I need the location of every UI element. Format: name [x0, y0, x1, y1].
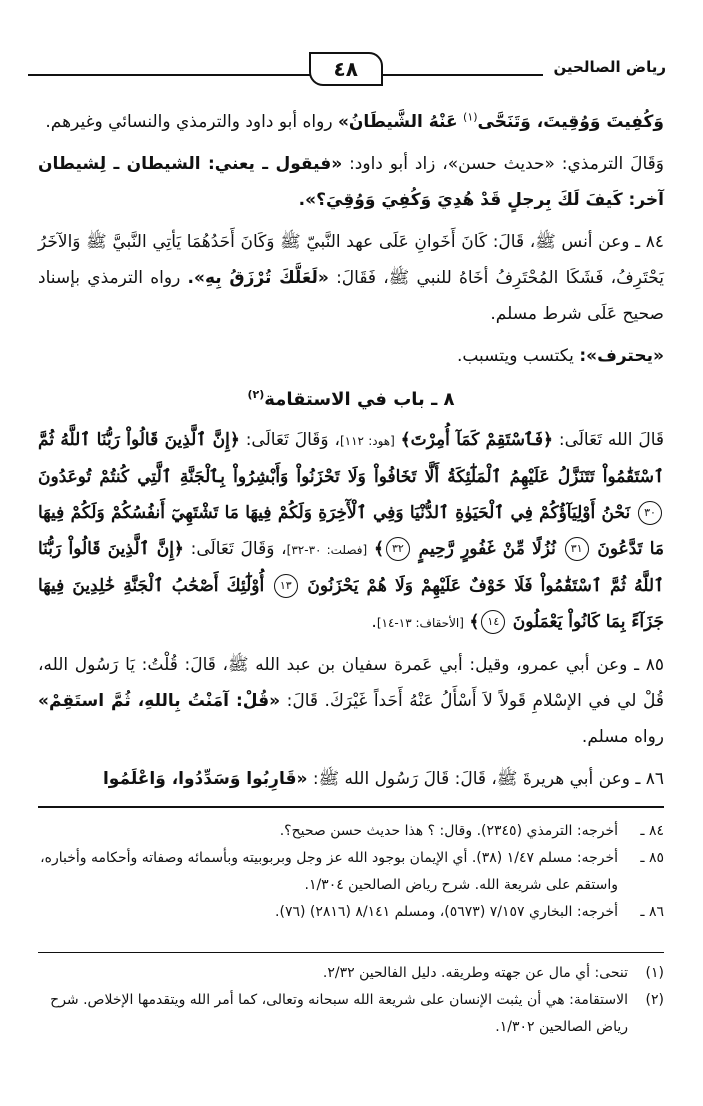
main-text	[38, 104, 664, 803]
chapter-heading	[38, 382, 664, 418]
footnote-number: (١)	[645, 965, 664, 981]
quran-verse: ﴿إِنَّ ٱلَّذِينَ قَالُواْ رَبُّنَا ٱللَّهُ ثُمَّ ٱسْتَقَٰمُواْ تَتَنَزَّلُ عَلَيْهِمُ ٱلْمَلَٰٓئِكَةُ أَلَّا تَخَافُواْ وَلَا تَحْزَنُواْ وَأَبْشِرُواْ بِٱلْجَنَّةِ ٱلَّتِي كُنتُمْ تُوعَدُونَ	[38, 430, 664, 487]
takhrij-text: أخرجه: البخاري ٧/١٥٧ (٥٦٧٣)، ومسلم ٨/١٤١ (٢٨١٦) (٧٦).	[275, 904, 618, 920]
ayah-marker: ٣٢	[386, 537, 410, 561]
ayah-marker: ١٤	[481, 610, 505, 634]
quote: «قَارِبُوا وَسَدِّدُوا، وَاعْلَمُوا	[102, 769, 308, 789]
hadith-text: ٨٦ ـ وعن أبي هريرةَ ﷺ، قَالَ: قَالَ رَسُول الله ﷺ:	[312, 769, 664, 789]
footnote-row	[38, 960, 664, 987]
takhrij-text: أخرجه: مسلم ١/٤٧ (٣٨). أي الإيمان بوجود الله عز وجل وبربوبيته وبأسمائه وصفاته وأحكامه وأخباره، واستقم على شريعة الله. شرح رياض الصالحين ١/٣٠٤.	[40, 850, 618, 893]
quote: «لَعَلَّكَ تُرْزَقُ بِهِ».	[187, 268, 329, 288]
period: .	[371, 612, 377, 632]
paragraph-hadith-83-end	[38, 104, 664, 140]
gloss-meaning: يكتسب ويتسبب.	[456, 346, 574, 366]
connector-text: ، وَقَالَ تَعَالَى:	[190, 539, 287, 559]
quran-verse: نَحْنُ أَوْلِيَآؤُكُمْ فِي ٱلْحَيَوٰةِ ٱلدُّنْيَا وَفِي ٱلْأٓخِرَةِ وَلَكُمْ فِيهَا مَا تَشْتَهِيٓ أَنفُسُكُمْ وَلَكُمْ فِيهَا مَا تَدَّعُونَ	[38, 503, 664, 559]
paragraph-verses	[38, 422, 664, 641]
quran-verse: ﴿فَٱسْتَقِمْ كَمَآ أُمِرْتَ﴾	[400, 430, 553, 450]
quran-verse: نُزُلًا مِّنْ غَفُورٍ رَّحِيمٍ	[418, 539, 556, 559]
book-title: رياض الصالحين	[543, 58, 666, 76]
narration-text: رواه أبو داود والترمذي والنسائي وغيرهم.	[45, 112, 333, 132]
paragraph-gloss	[38, 338, 664, 374]
footnote-ref-1: (١)	[463, 110, 478, 124]
verse-reference: [هود: ١١٢]	[339, 434, 395, 448]
ayah-marker: ٣٠	[638, 501, 662, 525]
intro-text: وَقَالَ الترمذي: «حديث حسن»، زاد أبو داود:	[349, 154, 664, 174]
takhrij-number: ٨٤ ـ	[640, 823, 664, 839]
narration-text: رواه الترمذي بإسناد صحيح عَلَى شرط مسلم.	[38, 268, 664, 324]
ayah-marker: ١٣	[274, 574, 298, 598]
takhrij-notes	[38, 818, 664, 926]
ayah-marker: ٣١	[565, 537, 589, 561]
footnote-text: تنحى: أي مال عن جهته وطريقه. دليل الفالحين ٢/٣٢.	[322, 965, 628, 981]
footnote-number: (٢)	[645, 992, 664, 1008]
footnote-ref-2: (٢)	[247, 388, 265, 401]
paragraph-tirmidhi-note	[38, 146, 664, 218]
footnote-divider	[38, 952, 664, 953]
quote: وَكُفِيتَ وَوُقِيتَ، وَتَنَحَّى	[477, 112, 664, 132]
footnote-divider	[38, 806, 664, 808]
verse-reference: [فصلت: ٣٠-٣٢]	[286, 543, 368, 557]
paragraph-hadith-84	[38, 224, 664, 332]
takhrij-text: أخرجه: الترمذي (٢٣٤٥). وقال: ؟ هذا حديث حسن صحيح؟.	[279, 823, 618, 839]
quran-verse: أُوْلَٰٓئِكَ أَصْحَٰبُ ٱلْجَنَّةِ خَٰلِدِينَ فِيهَا جَزَآءً بِمَا كَانُواْ يَعْمَلُونَ	[38, 576, 664, 632]
connector-text: ، وَقَالَ تَعَالَى:	[245, 430, 340, 450]
footnote-text: الاستقامة: هي أن يثبت الإنسان على شريعة الله سبحانه وتعالى، كما أمر الله ويتقدمها الإخلاص. شرح رياض الصالحين ١/٣٠٢.	[50, 992, 628, 1035]
quote: عَنْهُ الشَّيطَانُ»	[337, 112, 458, 132]
takhrij-row	[38, 899, 664, 926]
takhrij-row	[38, 818, 664, 845]
verse-bracket: ﴾	[373, 539, 384, 559]
hadith-text: ٨٥ ـ وعن أبي عمرو، وقيل: أبي عَمرة سفيان بن عبد الله ﷺ، قَالَ: قُلْتُ: يَا رَسُول الله، قُلْ لي في الإسْلامِ قَولاً لاَ أَسْأَلُ عَنْهُ أَحَداً غَيْرَكَ. قَالَ:	[38, 655, 664, 711]
hadith-text: ٨٤ ـ وعن أنس ﷺ، قَالَ: كَانَ أَخَوانِ عَلَى عهد النَّبيّ ﷺ وَكَانَ أَحَدُهُمَا يَأتِي النَّبيَّ ﷺ وَالآخَرُ يَحْتَرِفُ، فَشَكَا المُحْتَرِفُ أخَاهُ للنبي ﷺ، فَقَالَ:	[38, 232, 665, 288]
quote: «فيقول ـ يعني: الشيطان ـ لِشيطان آخر: كَيفَ لَكَ بِرجلٍ قَدْ هُدِيَ وَكُفِيَ وَوُقِيَ؟».	[38, 154, 664, 210]
verse-reference: [الأحقاف: ١٣-١٤]	[376, 616, 464, 630]
gloss-term: «يحترف»:	[579, 346, 664, 366]
paragraph-hadith-85	[38, 647, 664, 755]
verse-intro: قَالَ الله تَعَالَى:	[558, 430, 665, 450]
verse-bracket: ﴾	[469, 612, 480, 632]
takhrij-number: ٨٦ ـ	[640, 904, 664, 920]
footnotes	[38, 960, 664, 1041]
quote: «قُلْ: آمَنْتُ بِاللهِ، ثُمَّ استَقِمْ»	[38, 691, 281, 711]
takhrij-row	[38, 845, 664, 899]
narration-text: رواه مسلم.	[581, 727, 664, 747]
quran-verse: ﴿إِنَّ ٱلَّذِينَ قَالُواْ رَبُّنَا ٱللَّهُ ثُمَّ ٱسْتَقَٰمُواْ فَلَا خَوْفٌ عَلَيْهِمْ وَلَا هُمْ يَحْزَنُونَ	[38, 539, 665, 596]
takhrij-number: ٨٥ ـ	[640, 850, 664, 866]
page-number: ٤٨	[309, 52, 383, 86]
footnote-row	[38, 987, 664, 1041]
page-header	[28, 58, 666, 94]
paragraph-hadith-86	[38, 761, 664, 797]
chapter-title: ٨ ـ باب في الاستقامة	[264, 389, 455, 410]
